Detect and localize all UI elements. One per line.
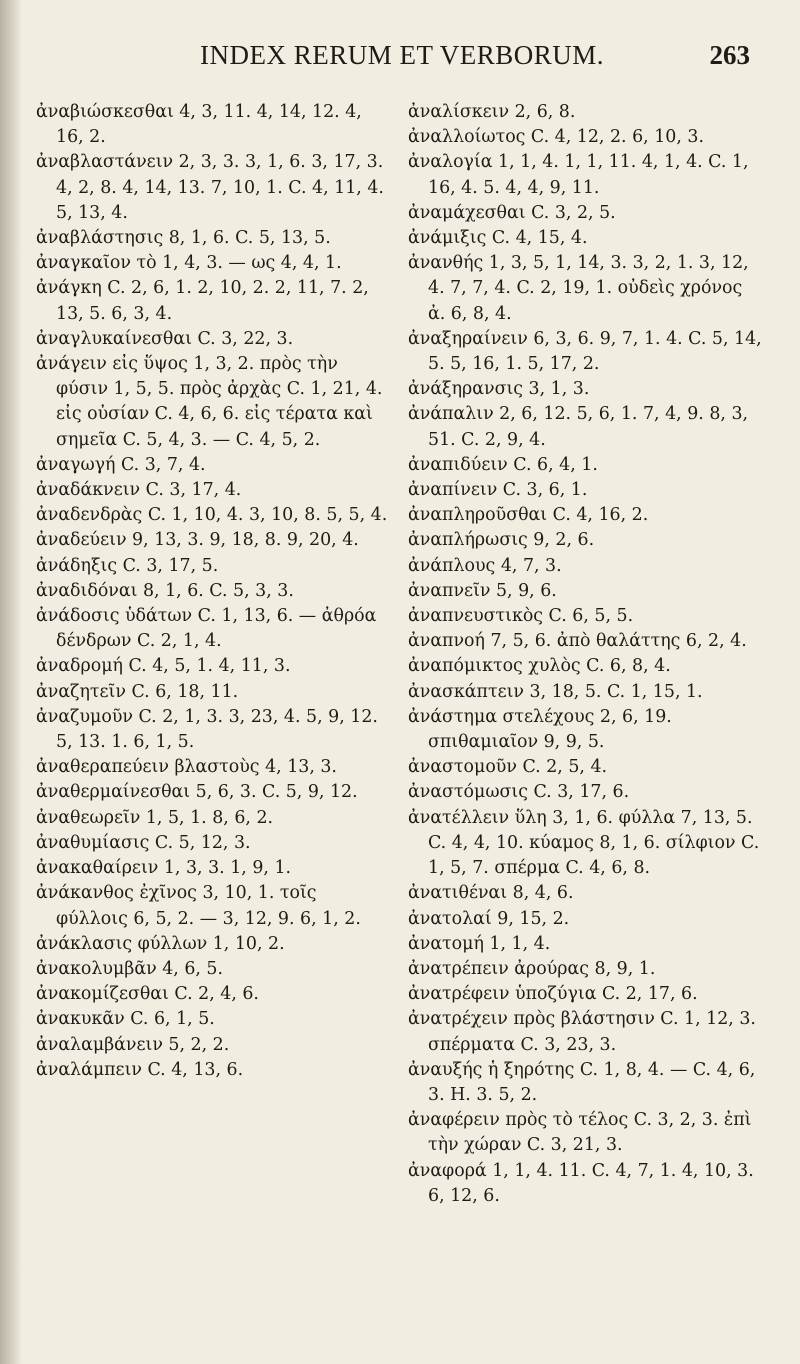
- index-entry: ἀναλογία 1, 1, 4. 1, 1, 11. 4, 1, 4. C. 1, 16, 4. 5. 4, 4, 9, 11.: [408, 152, 749, 198]
- index-entry: ἀνακομίζεσθαι C. 2, 4, 6.: [36, 984, 259, 1005]
- index-entry: ἀνατιθέναι 8, 4, 6.: [408, 883, 574, 904]
- index-entry: ἀναθεωρεῖν 1, 5, 1. 8, 6, 2.: [36, 807, 274, 828]
- index-entry: ἀνακαθαίρειν 1, 3, 3. 1, 9, 1.: [36, 858, 292, 879]
- index-entry: ἀνασκάπτειν 3, 18, 5. C. 1, 15, 1.: [408, 681, 703, 702]
- index-entry: ἀναμάχεσθαι C. 3, 2, 5.: [408, 202, 616, 223]
- index-entry: ἀνατρέχειν πρὸς βλάστησιν C. 1, 12, 3. σπέρματα C. 3, 23, 3.: [408, 1009, 756, 1055]
- index-entry: ἀναπνευστικὸς C. 6, 5, 5.: [408, 606, 634, 627]
- index-entry: ἀναδενδρὰς C. 1, 10, 4. 3, 10, 8. 5, 5, 4.: [36, 505, 388, 526]
- index-entry: ἀναφέρειν πρὸς τὸ τέλος C. 3, 2, 3. ἐπὶ τὴν χώραν C. 3, 21, 3.: [408, 1110, 752, 1156]
- index-entry: ἀνατρέφειν ὑποζύγια C. 2, 17, 6.: [408, 984, 698, 1005]
- index-entry: ἀνάξηρανσις 3, 1, 3.: [408, 379, 590, 400]
- index-entry: ἀνάπλους 4, 7, 3.: [408, 555, 562, 576]
- index-entry: ἀνάκλασις φύλλων 1, 10, 2.: [36, 933, 285, 954]
- index-entry: ἀνάμιξις C. 4, 15, 4.: [408, 228, 588, 249]
- page-number: 263: [709, 40, 750, 70]
- index-entry: ἀναδάκνειν C. 3, 17, 4.: [36, 480, 242, 501]
- index-entry: ἀνατομή 1, 1, 4.: [408, 933, 551, 954]
- index-entry: ἀναγωγή C. 3, 7, 4.: [36, 454, 206, 475]
- index-entry: ἀναζυμοῦν C. 2, 1, 3. 3, 23, 4. 5, 9, 12. 5, 13. 1. 6, 1, 5.: [36, 706, 378, 753]
- index-entry: ἀναπόμικτος χυλὸς C. 6, 8, 4.: [408, 656, 671, 677]
- index-entry: ἀνακυκᾶν C. 6, 1, 5.: [36, 1009, 215, 1030]
- index-entry: ἀναλαμβάνειν 5, 2, 2.: [36, 1034, 230, 1055]
- index-entry: ἀναβιώσκεσθαι 4, 3, 11. 4, 14, 12. 4, 16, 2.: [36, 102, 362, 148]
- index-entry: ἀναστομοῦν C. 2, 5, 4.: [408, 757, 608, 778]
- index-entry: ἀναδεύειν 9, 13, 3. 9, 18, 8. 9, 20, 4.: [36, 530, 359, 551]
- index-entry: ἀνάπαλιν 2, 6, 12. 5, 6, 1. 7, 4, 9. 8, 3, 51. C. 2, 9, 4.: [408, 404, 749, 450]
- running-title: INDEX RERUM ET VERBORUM.: [200, 40, 605, 70]
- index-entry: ἀναθερμαίνεσθαι 5, 6, 3. C. 5, 9, 12.: [36, 782, 358, 803]
- index-entry: ἀνάκανθος ἐχῖνος 3, 10, 1. τοῖς φύλλοις 6, 5, 2. — 3, 12, 9. 6, 1, 2.: [36, 883, 361, 929]
- index-entry: ἀνάστημα στελέχους 2, 6, 19. σπιθαμιαῖον 9, 9, 5.: [408, 706, 672, 753]
- index-entry: ἀναγλυκαίνεσθαι C. 3, 22, 3.: [36, 328, 294, 349]
- index-entry: ἀναλάμπειν C. 4, 13, 6.: [36, 1059, 244, 1080]
- index-entry: ἀναστόμωσις C. 3, 17, 6.: [408, 782, 630, 803]
- index-column-right: [408, 100, 763, 1209]
- index-entry: ἀνατολαί 9, 15, 2.: [408, 908, 570, 929]
- index-entry: ἀναξηραίνειν 6, 3, 6. 9, 7, 1. 4. C. 5, 14, 5. 5, 16, 1. 5, 17, 2.: [408, 328, 762, 375]
- index-entry: ἀνάγειν εἰς ὕψος 1, 3, 2. πρὸς τὴν φύσιν 1, 5, 5. πρὸς ἀρχὰς C. 1, 21, 4. εἰς οὐσίαν C. 4, 6, 6. εἰς τέρατα καὶ σημεῖα C. 5, 4, 3. — C. 4, 5, 2.: [36, 354, 383, 450]
- index-entry: ἀναγκαῖον τὸ 1, 4, 3. — ως 4, 4, 1.: [36, 253, 342, 274]
- index-column-left: [36, 100, 391, 1083]
- index-entry: ἀναθεραπεύειν βλαστοὺς 4, 13, 3.: [36, 757, 337, 778]
- index-entry: ἀναδιδόναι 8, 1, 6. C. 5, 3, 3.: [36, 580, 294, 601]
- index-entry: ἀναπνοή 7, 5, 6. ἀπὸ θαλάττης 6, 2, 4.: [408, 631, 747, 652]
- index-entry: ἀναθυμίασις C. 5, 12, 3.: [36, 832, 251, 853]
- index-entry: ἀναπνεῖν 5, 9, 6.: [408, 580, 557, 601]
- index-entry: ἀναδρομή C. 4, 5, 1. 4, 11, 3.: [36, 656, 291, 677]
- index-entry: ἀνατέλλειν ὕλη 3, 1, 6. φύλλα 7, 13, 5. C. 4, 4, 10. κύαμος 8, 1, 6. σίλφιον C. 1, 5, 7. σπέρμα C. 4, 6, 8.: [408, 807, 760, 879]
- index-entry: ἀνάγκη C. 2, 6, 1. 2, 10, 2. 2, 11, 7. 2, 13, 5. 6, 3, 4.: [36, 278, 369, 324]
- index-entry: ἀνάδηξις C. 3, 17, 5.: [36, 555, 219, 576]
- index-entry: ἀνάδοσις ὑδάτων C. 1, 13, 6. — ἀθρόα δένδρων C. 2, 1, 4.: [36, 606, 377, 652]
- index-entry: ἀναλίσκειν 2, 6, 8.: [408, 102, 576, 122]
- index-entry: ἀναβλαστάνειν 2, 3, 3. 3, 1, 6. 3, 17, 3. 4, 2, 8. 4, 14, 13. 7, 10, 1. C. 4, 11, 4. 5, 13, 4.: [36, 152, 384, 223]
- index-entry: ἀναυξής ἡ ξηρότης C. 1, 8, 4. — C. 4, 6, 3. H. 3. 5, 2.: [408, 1059, 756, 1105]
- page-spine-shadow: [0, 0, 22, 1364]
- index-entry: ἀνατρέπειν ἀρούρας 8, 9, 1.: [408, 958, 656, 979]
- index-entry: ἀναζητεῖν C. 6, 18, 11.: [36, 681, 239, 702]
- index-entry: ἀναπίνειν C. 3, 6, 1.: [408, 480, 588, 501]
- index-entry: ἀναφορά 1, 1, 4. 11. C. 4, 7, 1. 4, 10, 3. 6, 12, 6.: [408, 1160, 754, 1206]
- index-entry: ἀνανθής 1, 3, 5, 1, 14, 3. 3, 2, 1. 3, 12, 4. 7, 7, 4. C. 2, 19, 1. οὐδεὶς χρόνος ἀ. 6, 8, 4.: [408, 253, 749, 324]
- index-entry: ἀναβλάστησις 8, 1, 6. C. 5, 13, 5.: [36, 228, 331, 249]
- index-entry: ἀναλλοίωτος C. 4, 12, 2. 6, 10, 3.: [408, 127, 704, 148]
- index-entry: ἀναπλήρωσις 9, 2, 6.: [408, 530, 595, 551]
- index-entry: ἀνακολυμβᾶν 4, 6, 5.: [36, 958, 224, 979]
- index-entry: ἀναπληροῦσθαι C. 4, 16, 2.: [408, 505, 649, 526]
- index-entry: ἀναπιδύειν C. 6, 4, 1.: [408, 454, 598, 475]
- page-header: [60, 40, 760, 80]
